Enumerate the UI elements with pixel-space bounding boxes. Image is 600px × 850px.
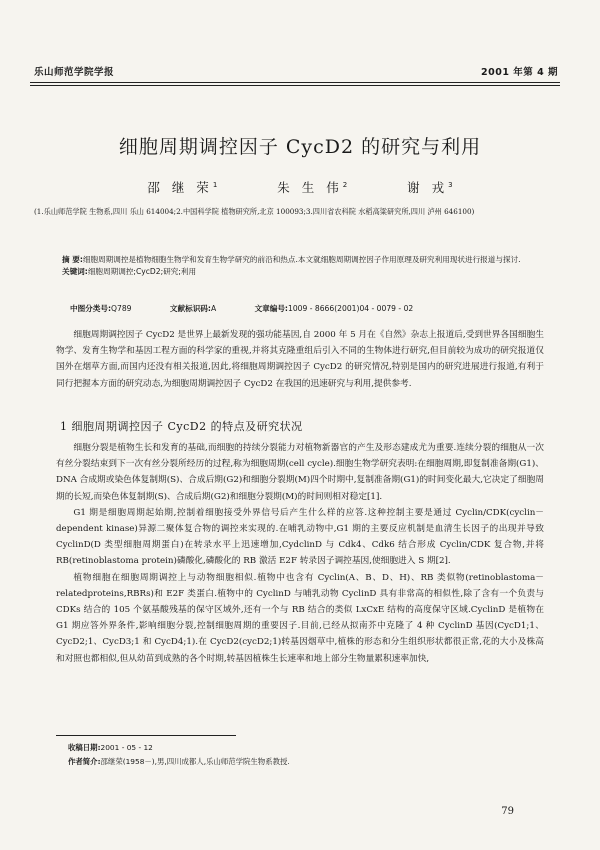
author-bio-label: 作者简介: bbox=[68, 757, 101, 766]
author-1: 邵 继 荣$^1$ bbox=[147, 180, 218, 195]
paragraph-1: 细胞分裂是植物生长和发育的基础,而细胞的持续分裂能力对植物新器官的产生及形态建成尤为重要.连续分裂的细胞从一次有丝分裂结束到下一次有丝分裂所经历的过程,称为细胞周期(cell cycle).细胞生物学研究表明:在细胞周期,即复制准备期(G1)、DNA 合成期或染色体复制期(S)、合成后期(G2)和细胞分裂期(M)四个时期中,复制准备期(G1)的时间变化最大,它决定了细胞周期的长短,而染色体复制期(S)、合成后期(G2)和细胞分裂期(M)的时间则相对稳定[1]. bbox=[56, 443, 544, 502]
keywords-label: 关键词: bbox=[62, 267, 88, 276]
page-number: 79 bbox=[501, 806, 514, 817]
clc-value: Q789 bbox=[111, 304, 132, 313]
abstract-label: 摘 要: bbox=[62, 255, 83, 264]
issue-number: 2001 年第 4 期 bbox=[481, 67, 558, 78]
author-bio: 邵继荣(1958－),男,四川成都人,乐山师范学院生物系教授. bbox=[100, 757, 290, 766]
paragraph-2: G1 期是细胞周期起始期,控制着细胞接受外界信号后产生什么样的应答.这种控制主要是通过 Cyclin/CDK(cyclin－dependent kinase)异源二聚体复合物的调控来实现的.在哺乳动物中,G1 期的主要反应机制是血清生长因子的出现并导致 CyclinD(D 类型细胞周期蛋白)在转录水平上迅速增加,CydclinD 与 Cdk4、Cdk6 结合形成 Cyclin/CDK 复合物,并将 RB(retinoblastoma protein)磷酸化,磷酸化的 RB 激活 E2F 转录因子调控基因,使细胞进入 S 期[2]. bbox=[56, 507, 544, 567]
keywords-text: 细胞周期调控;CycD2;研究;利用 bbox=[87, 267, 197, 276]
footnote-rule bbox=[56, 735, 236, 736]
received-label: 收稿日期: bbox=[68, 743, 101, 752]
abstract-text: 细胞周期调控是植物细胞生物学和发育生物学研究的前沿和热点.本文就细胞周期调控因子作用原理及研究利用现状进行报道与探讨. bbox=[82, 255, 521, 264]
article-no-value: 1009 - 8666(2001)04 - 0079 - 02 bbox=[287, 304, 414, 313]
intro-block bbox=[56, 327, 544, 392]
journal-name: 乐山师范学院学报 bbox=[34, 67, 115, 78]
article-title: 细胞周期调控因子 CycD2 的研究与利用 bbox=[118, 136, 482, 158]
classification-line bbox=[70, 303, 449, 314]
abstract bbox=[62, 254, 542, 278]
section-1-heading: 1 细胞周期调控因子 CycD2 的特点及研究状况 bbox=[60, 420, 303, 433]
article-no-label: 文章编号: bbox=[254, 304, 288, 313]
doc-code-value: A bbox=[210, 304, 217, 313]
section-1-body bbox=[56, 440, 544, 667]
received-date: 2001 - 05 - 12 bbox=[100, 743, 153, 752]
header-rule-thick bbox=[30, 82, 560, 83]
author-list bbox=[0, 178, 600, 196]
clc-label: 中图分类号: bbox=[70, 304, 112, 313]
paragraph-3: 植物细胞在细胞周期调控上与动物细胞相似.植物中也含有 Cyclin(A、B、D、H)、RB 类似物(retinoblastoma－relatedproteins,RBRs)和 E2F 类蛋白.植物中的 CyclinD 与哺乳动物 CyclinD 具有非常高的相似性,除了含有一个负责与 CDKs 结合的 105 个氨基酸残基的保守区域外,还有一个与 RB 结合的类似 LxCxE 结构的高度保守区域.CyclinD 是植物在 G1 期应答外界条件,影响细胞分裂,控制细胞周期的重要因子.目前,已经从拟南芥中克隆了 4 种 CyclinD 基因(CycD1;1、CycD2;1、CycD3;1 和 CycD4;1).在 CycD2(cycD2;1)转基因烟草中,植株的形态和分生组织形状都很正常,花的大小及株高和对照也都相似,但从幼苗到成熟的各个时期,转基因植株生长速率和地上部分生物量累积速率加快, bbox=[56, 572, 544, 664]
affiliations: (1.乐山师范学院 生物系,四川 乐山 614004;2.中国科学院 植物研究所,北京 100093;3.四川省农科院 水稻高粱研究所,四川 泸州 646100) bbox=[34, 207, 475, 216]
author-3: 谢 戎$^3$ bbox=[407, 180, 453, 195]
author-2: 朱 生 伟$^2$ bbox=[277, 180, 348, 195]
intro-paragraph: 细胞周期调控因子 CycD2 是世界上最新发现的强功能基因,自 2000 年 5 月在《自然》杂志上报道后,受到世界各国细胞生物学、发育生物学和基因工程方面的科学家的重视,并将其克隆重组后引入不同的生物体进行研究,但目前较为成功的研究报道仅国外在烟草方面,而国内还没有相关报道,因此,将细胞周期调控因子 CycD2 的研究情况,特别是国内的研究进展进行报道,有利于同行把握本方面的研究动态,为细胞周期调控因子 CycD2 在我国的迅速研究与利用,提供参考. bbox=[56, 330, 544, 389]
header-rule-thin bbox=[30, 85, 560, 86]
running-header bbox=[34, 64, 558, 78]
doc-code-label: 文献标识码: bbox=[169, 304, 211, 313]
footnotes bbox=[68, 741, 290, 769]
